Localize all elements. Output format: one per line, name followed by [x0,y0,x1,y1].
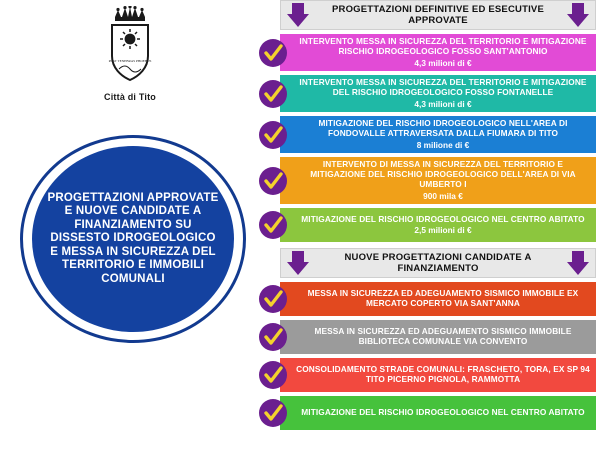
item-amount: 4,3 milioni di € [414,57,472,68]
item-title: INTERVENTO MESSA IN SICUREZZA DEL TERRITORIO E MITIGAZIONE DEL RISCHIO IDROGEOLOGICO FOSSO FONTANELLE [299,77,587,97]
item-title: MESSA IN SICUREZZA ED ADEGUAMENTO SISMICO IMMOBILE EX MERCATO COPERTO VIA SANT'ANNA [307,288,579,309]
check-circle-icon [258,79,288,109]
crest-caption: Città di Tito [104,92,156,102]
list-item [280,282,596,316]
arrow-down-icon [285,250,311,276]
list-item [280,320,596,354]
list-item [280,75,596,112]
item-title: MITIGAZIONE DEL RISCHIO IDROGEOLOGICO NEL CENTRO ABITATO [301,407,585,418]
municipal-crest [95,6,165,102]
item-title: INTERVENTO MESSA IN SICUREZZA DEL TERRITORIO E MITIGAZIONE RISCHIO IDROGEOLOGICO FOSSO SANT'ANTONIO [299,36,587,56]
right-column [258,0,600,450]
item-bar [280,34,596,71]
item-bar [280,358,596,392]
coat-of-arms-icon [99,6,161,90]
list-item [280,358,596,392]
item-bar [280,116,596,153]
item-amount: 2,5 milioni di € [414,225,472,236]
item-title: MITIGAZIONE DEL RISCHIO IDROGEOLOGICO NELL'AREA DI FONDOVALLE ATTRAVERSATA DALLA FIUMARA DI TITO [318,118,568,138]
item-bar [280,75,596,112]
check-circle-icon [258,398,288,428]
crest-motto: POST TENEBRAS PHOEBUS [108,59,152,63]
section-header-approved-label: PROGETTAZIONI DEFINITIVE ED ESECUTIVE APPROVATE [331,4,545,26]
item-bar [280,208,596,242]
item-bar [280,157,596,204]
list-item [280,157,596,204]
circle-inner-fill [32,146,234,332]
list-item [280,116,596,153]
section-header-candidates-label: NUOVE PROGETTAZIONI CANDIDATE A FINANZIAMENTO [344,252,532,275]
check-circle-icon [258,210,288,240]
section-header-approved [280,0,596,30]
list-item [280,396,596,430]
check-circle-icon [258,284,288,314]
check-circle-icon [258,38,288,68]
item-title: CONSOLIDAMENTO STRADE COMUNALI: FRASCHETO, TORA, EX SP 94 TITO PICERNO PIGNOLA, RAMMOTTA [296,364,590,385]
item-amount: 900 mila € [423,190,463,201]
main-title-text: PROGETTAZIONI APPROVATE E NUOVE CANDIDATE A FINANZIAMENTO SU DISSESTO IDROGEOLOGICO E MESSA IN SICUREZZA DEL TERRITORIO E IMMOBILI COMUNALI [47,191,219,285]
item-title: MESSA IN SICUREZZA ED ADEGUAMENTO SISMICO IMMOBILE BIBLIOTECA COMUNALE VIA CONVENTO [314,326,572,347]
left-panel [0,0,270,450]
arrow-down-icon [285,2,311,28]
item-bar [280,320,596,354]
check-circle-icon [258,166,288,196]
item-title: MITIGAZIONE DEL RISCHIO IDROGEOLOGICO NEL CENTRO ABITATO [301,213,585,224]
check-circle-icon [258,322,288,352]
list-item [280,208,596,242]
item-title: INTERVENTO DI MESSA IN SICUREZZA DEL TERRITORIO E MITIGAZIONE DEL RISCHIO IDROGEOLOGICO DELL'AREA DI VIA UMBERTO I [310,159,576,189]
item-amount: 4,3 milioni di € [414,98,472,109]
section-header-candidates [280,248,596,278]
check-circle-icon [258,360,288,390]
arrow-down-icon [565,2,591,28]
item-bar [280,396,596,430]
item-bar [280,282,596,316]
arrow-down-icon [565,250,591,276]
main-title-circle [20,135,250,347]
item-amount: 8 milione di € [416,139,470,150]
check-circle-icon [258,120,288,150]
list-item [280,34,596,71]
